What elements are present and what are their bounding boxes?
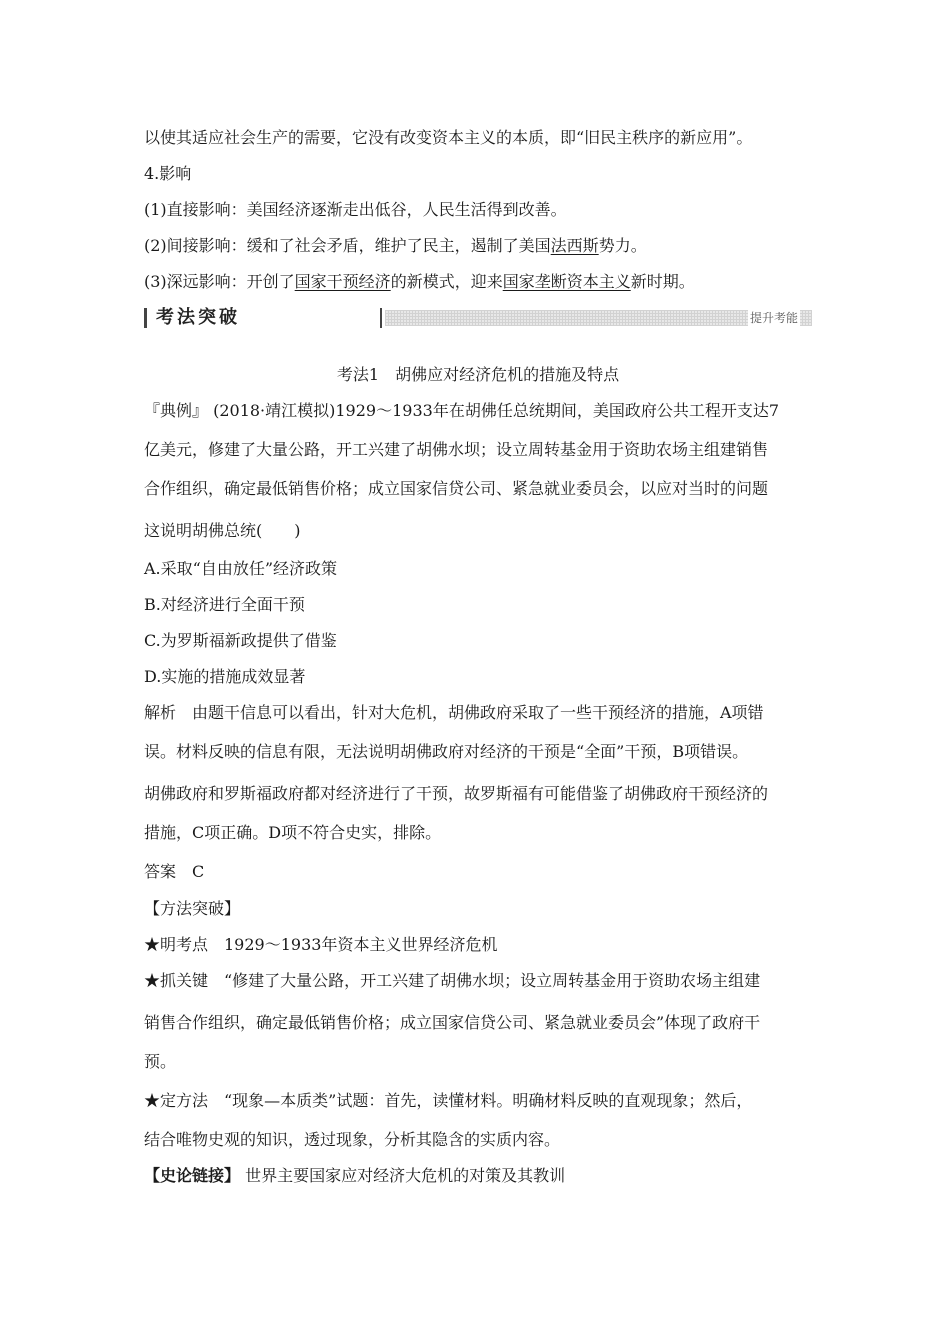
impact-text: (2)间接影响：缓和了社会矛盾，维护了民主，遏制了美国: [144, 236, 551, 255]
banner-bar: [380, 308, 382, 328]
impact-item-direct: (1)直接影响：美国经济逐渐走出低谷，人民生活得到改善。: [144, 200, 567, 219]
point-exam-focus: ★明考点 1929～1933年资本主义世界经济危机: [144, 935, 498, 954]
impact-text: 新时期。: [630, 272, 695, 291]
point-key: 销售合作组织，确定最低销售价格；成立国家信贷公司、紧急就业委员会”体现了政府干: [144, 1013, 761, 1032]
section-heading-impact: 4.影响: [144, 164, 192, 183]
option-a: A.采取“自由放任”经济政策: [144, 559, 338, 578]
point-key: 预。: [144, 1052, 177, 1071]
analysis-line: 措施，C项正确。D项不符合史实，排除。: [144, 823, 442, 842]
history-link-label: 【史论链接】: [144, 1166, 241, 1185]
method-title: 考法1 胡佛应对经济危机的措施及特点: [336, 365, 620, 384]
method-breakthrough-header: 【方法突破】: [144, 899, 241, 918]
impact-text: 势力。: [598, 236, 647, 255]
underlined-term: 国家干预经济: [294, 272, 391, 291]
point-method: ★定方法 “现象—本质类”试题：首先，读懂材料。明确材料反映的直观现象；然后，: [144, 1091, 753, 1110]
banner-title: 考法突破: [156, 307, 240, 328]
impact-text: (3)深远影响：开创了: [144, 272, 295, 291]
impact-item-indirect: [144, 236, 647, 256]
underlined-term: 法西斯: [550, 236, 599, 255]
point-key: ★抓关键 “修建了大量公路，开工兴建了胡佛水坝；设立周转基金用于资助农场主组建: [144, 971, 761, 990]
history-link-text: 世界主要国家应对经济大危机的对策及其教训: [240, 1166, 566, 1185]
analysis-line: 解析 由题干信息可以看出，针对大危机，胡佛政府采取了一些干预经济的措施，A项错: [144, 703, 764, 722]
banner-subtitle: 提升考能: [749, 311, 798, 325]
analysis-line: 胡佛政府和罗斯福政府都对经济进行了干预，故罗斯福有可能借鉴了胡佛政府干预经济的: [144, 784, 769, 803]
impact-text: 的新模式，迎来: [390, 272, 503, 291]
impact-item-longterm: [144, 272, 695, 292]
question-line: 合作组织，确定最低销售价格；成立国家信贷公司、紧急就业委员会，以应对当时的问题: [144, 479, 769, 498]
option-d: D.实施的措施成效显著: [144, 667, 306, 686]
paragraph-line: 以使其适应社会生产的需要，它没有改变资本主义的本质，即“旧民主秩序的新应用”。: [144, 128, 753, 147]
question-line: 这说明胡佛总统( ): [144, 521, 301, 540]
option-b: B.对经济进行全面干预: [144, 595, 305, 614]
point-method: 结合唯物史观的知识，透过现象，分析其隐含的实质内容。: [144, 1130, 561, 1149]
banner-bar: [144, 308, 147, 328]
question-line: 亿美元，修建了大量公路，开工兴建了胡佛水坝；设立周转基金用于资助农场主组建销售: [144, 440, 769, 459]
analysis-line: 误。材料反映的信息有限，无法说明胡佛政府对经济的干预是“全面”干预，B项错误。: [144, 742, 749, 761]
question-line: 『典例』 (2018·靖江模拟)1929～1933年在胡佛任总统期间，美国政府公共工程开支达7: [144, 401, 779, 420]
history-link: [144, 1166, 565, 1186]
option-c: C.为罗斯福新政提供了借鉴: [144, 631, 337, 650]
underlined-term: 国家垄断资本主义: [502, 272, 631, 291]
answer: 答案 C: [144, 862, 205, 881]
section-banner: [144, 306, 812, 330]
